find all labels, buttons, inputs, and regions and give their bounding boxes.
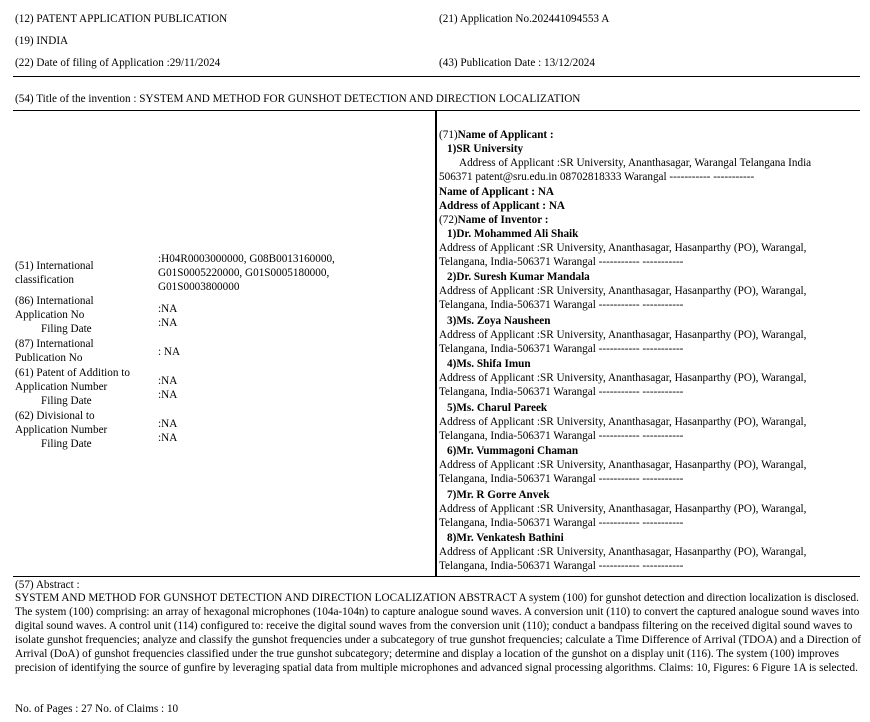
field-62-value: :NA :NA (158, 418, 178, 444)
inventor-address: Address of Applicant :SR University, Ananthasagar, Hasanparthy (PO), Warangal, (439, 503, 807, 515)
applicant-address-1: Address of Applicant :SR University, Ananthasagar, Warangal Telangana India (459, 157, 812, 169)
application-number: (21) Application No.202441094553 A (439, 13, 610, 25)
inventor-address: Address of Applicant :SR University, Ananthasagar, Hasanparthy (PO), Warangal, (439, 546, 807, 558)
applicant-name: 1)SR University (447, 143, 524, 155)
inventor-address: Telangana, India-506371 Warangal ----------- ----------- (439, 430, 684, 442)
inventor-address: Address of Applicant :SR University, Ananthasagar, Hasanparthy (PO), Warangal, (439, 329, 807, 341)
list-item (439, 227, 806, 269)
list-item (439, 357, 806, 399)
inventor-address: Telangana, India-506371 Warangal ----------- ----------- (439, 299, 684, 311)
inventor-name: 8)Mr. Venkatesh Bathini (447, 532, 564, 544)
inventor-name: 2)Dr. Suresh Kumar Mandala (447, 271, 590, 283)
publication-type: (12) PATENT APPLICATION PUBLICATION (15, 13, 228, 25)
header-divider (13, 76, 860, 77)
inventor-address: Address of Applicant :SR University, Ananthasagar, Hasanparthy (PO), Warangal, (439, 372, 807, 384)
column-divider (435, 110, 437, 577)
inventor-address: Telangana, India-506371 Warangal ----------- ----------- (439, 256, 684, 268)
inventor-address: Telangana, India-506371 Warangal ----------- ----------- (439, 560, 684, 572)
field-87-value: : NA (158, 346, 181, 358)
inventor-heading: (72)Name of Inventor : (439, 214, 549, 226)
list-item (439, 314, 806, 356)
page-claims-count: No. of Pages : 27 No. of Claims : 10 (15, 703, 179, 715)
list-item (439, 444, 806, 486)
abstract-heading: (57) Abstract : (15, 579, 80, 591)
applicant-heading: (71)Name of Applicant : (439, 129, 554, 141)
applicant-address-2: 506371 patent@sru.edu.in 08702818333 Warangal ----------- ----------- (439, 171, 755, 183)
inventor-address: Telangana, India-506371 Warangal ----------- ----------- (439, 517, 684, 529)
applicant-address-na: Address of Applicant : NA (439, 200, 565, 212)
inventor-name: 4)Ms. Shifa Imun (447, 358, 531, 370)
field-61-value: :NA :NA (158, 375, 178, 401)
inventor-address: Telangana, India-506371 Warangal ----------- ----------- (439, 473, 684, 485)
field-87-label: (87) International Publication No (15, 338, 94, 364)
field-86-value: :NA :NA (158, 303, 178, 329)
abstract-divider (13, 576, 860, 577)
field-51-label: (51) International classification (15, 260, 94, 286)
inventor-address: Address of Applicant :SR University, Ananthasagar, Hasanparthy (PO), Warangal, (439, 242, 807, 254)
publication-date: (43) Publication Date : 13/12/2024 (439, 57, 595, 69)
inventor-name: 3)Ms. Zoya Nausheen (447, 315, 551, 327)
filing-date: (22) Date of filing of Application :29/11/2024 (15, 57, 221, 69)
list-item (439, 488, 806, 530)
inventor-address: Telangana, India-506371 Warangal ----------- ----------- (439, 343, 684, 355)
abstract-text: SYSTEM AND METHOD FOR GUNSHOT DETECTION AND DIRECTION LOCALIZATION ABSTRACT A system (100) for gunshot detection and direction localization is disclosed. The system (100) comprising: an array of hexagonal microphones (104a-104n) to capture analogue sound waves. A conversion unit (110) to convert the captured analogue sound waves into digital sound waves. A control unit (114) configured to: receive the digital sound waves from the conversion unit (110); conduct a bandpass filtering on the received digital sound waves to isolate gunshot frequencies; analyze and classify the gunshot frequencies under a subcategory of true gunshot frequencies; calculate a Time Difference of Arrival (TDOA) and a Direction of Arrival (DoA) of gunshot frequencies classified under the true gunshot subcategory; determine and display a location of the gunshot on a display unit (116). The system (100) improves precision of identifying the source of gunfire by leveraging spatial data from multiple microphones and advanced signal processing algorithms. Claims: 10, Figures: 6 Figure 1A is selected. (15, 592, 862, 674)
list-item (439, 531, 806, 573)
inventor-address: Address of Applicant :SR University, Ananthasagar, Hasanparthy (PO), Warangal, (439, 416, 807, 428)
inventor-address: Address of Applicant :SR University, Ananthasagar, Hasanparthy (PO), Warangal, (439, 285, 807, 297)
list-item (439, 270, 806, 312)
inventor-name: 1)Dr. Mohammed Ali Shaik (447, 228, 579, 240)
inventor-name: 6)Mr. Vummagoni Chaman (447, 445, 579, 457)
inventor-name: 5)Ms. Charul Pareek (447, 402, 548, 414)
invention-title: (54) Title of the invention : SYSTEM AND METHOD FOR GUNSHOT DETECTION AND DIRECTION LOCALIZATION (15, 93, 581, 105)
country: (19) INDIA (15, 35, 69, 47)
list-item (439, 401, 806, 443)
field-86-label: (86) International Application No Filing Date (15, 295, 94, 335)
field-62-label: (62) Divisional to Application Number Filing Date (15, 410, 108, 450)
inventor-address: Telangana, India-506371 Warangal ----------- ----------- (439, 386, 684, 398)
field-51-value: :H04R0003000000, G08B0013160000, G01S0005220000, G01S0005180000, G01S0003800000 (158, 253, 335, 293)
inventor-address: Address of Applicant :SR University, Ananthasagar, Hasanparthy (PO), Warangal, (439, 459, 807, 471)
field-61-label: (61) Patent of Addition to Application Number Filing Date (15, 367, 130, 407)
inventor-name: 7)Mr. R Gorre Anvek (447, 489, 550, 501)
applicant-name-na: Name of Applicant : NA (439, 186, 554, 198)
